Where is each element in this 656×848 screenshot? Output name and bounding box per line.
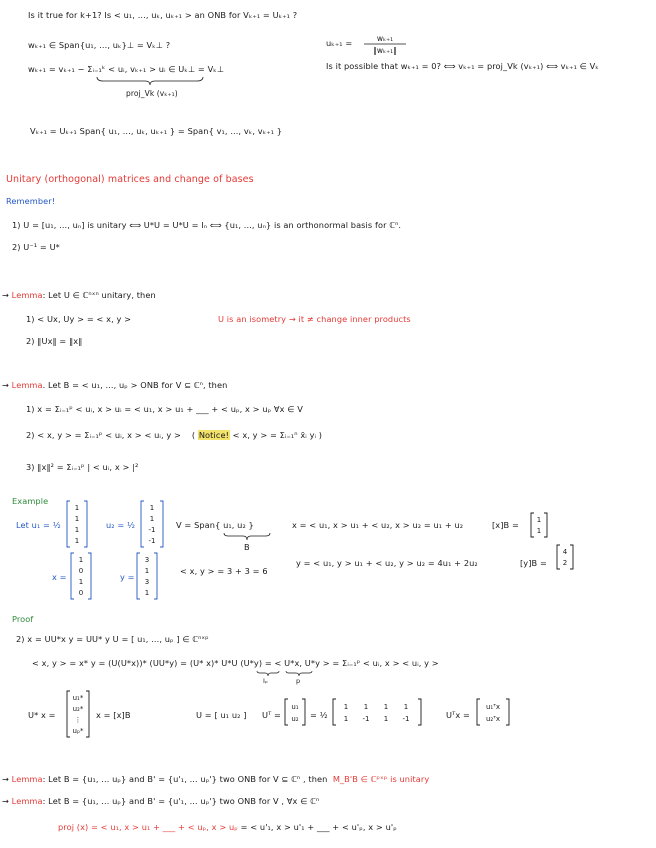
lemma-3: → Lemma: Let B = {u₁, ... uₚ} and B' = {u'₁, ... uₚ'} two ONB for V ⊆ ℂⁿ , then M_B'B ∈ ℂᵖˣᵖ is unitary [2, 774, 430, 784]
m-r2-c3: 1 [383, 715, 389, 723]
u2-entry-2: 1 [149, 515, 155, 523]
lemma-3-label: Lemma [11, 774, 43, 784]
u1-entry-4: 1 [74, 537, 80, 545]
proof-U-columns: U = [ u₁ u₂ ] [196, 710, 247, 720]
matrix-yB [556, 544, 574, 570]
u1-entry-1: 1 [74, 504, 80, 512]
label-proj: proj_Vk (vₖ₊₁) [126, 89, 178, 98]
line-u-def: uₖ₊₁ = [326, 38, 353, 48]
m-r1-c2: 1 [363, 703, 369, 711]
y-entry-3: 3 [144, 578, 150, 586]
proof-half: = ½ [310, 710, 328, 720]
matrix-xB [530, 512, 548, 538]
u2-entry-1: 1 [149, 504, 155, 512]
Ustar-row-3: ⋮ [74, 716, 82, 724]
proof-Ustar-x-label: U* x = [28, 710, 56, 720]
UT-row-2: u₂ [291, 715, 299, 723]
u2-entry-3: -1 [148, 526, 156, 534]
matrix-Ustar [66, 690, 90, 738]
lemma-1-text: : Let U ∈ ℂⁿˣⁿ unitary, then [42, 290, 156, 300]
lemma-1: → Lemma: Let U ∈ ℂⁿˣⁿ unitary, then [2, 290, 156, 300]
lemma-4-label: Lemma [11, 796, 43, 806]
matrix-UT [284, 698, 306, 726]
line-w-formula: wₖ₊₁ = vₖ₊₁ − Σᵢ₌₁ᵏ < uᵢ, vₖ₊₁ > uᵢ ∈ Uₖ⊥ = Vₖ⊥ [28, 64, 225, 74]
lemma-4-proj [58, 822, 397, 833]
m-r2-c1: 1 [343, 715, 349, 723]
lemma-1-item-2: 2) ‖Ux‖ = ‖x‖ [26, 336, 83, 346]
example-x-label: x = [52, 572, 67, 582]
label-Ip: Iₚ [263, 677, 268, 685]
x-entry-1: 1 [78, 556, 84, 564]
example-xB-label: [x]B = [492, 520, 519, 530]
xB-entry-1: 1 [536, 516, 542, 524]
u1-entry-2: 1 [74, 515, 80, 523]
lemma-3-text: : Let B = {u₁, ... uₚ} and B' = {u'₁, ... uₚ'} two ONB for V ⊆ ℂⁿ , then [42, 774, 328, 784]
x-entry-2: 0 [78, 567, 84, 575]
fraction-u-def [360, 32, 410, 56]
matrix-y [136, 552, 158, 600]
example-x-expansion: x = < u₁, x > u₁ + < u₂, x > u₂ = u₁ + u₂ [292, 520, 464, 530]
yB-entry-1: 4 [562, 548, 568, 556]
lemma-1-label: Lemma [11, 290, 43, 300]
lemma-2-text: . Let B = < u₁, ..., uₚ > ONB for V ⊆ ℂⁿ, then [42, 380, 228, 390]
yB-entry-2: 2 [562, 559, 568, 567]
m-r2-c4: -1 [402, 715, 410, 723]
x-entry-4: 0 [78, 589, 84, 597]
fraction-denominator: ‖wₖ₊₁‖ [373, 46, 397, 55]
proof-line-2: < x, y > = x* y = (U(U*x))* (UU*y) = (U* x)* U*U (U*y) = < U*x, U*y > = Σᵢ₌₁ᵖ < uᵢ, x > < uᵢ, y > [32, 658, 439, 668]
label-B: B [244, 542, 250, 552]
remember-item-1: 1) U = [u₁, ..., uₙ] is unitary ⟺ U*U = U*U = Iₙ ⟺ {u₁, ..., uₙ} is an orthonormal basis for ℂⁿ. [12, 220, 402, 230]
example-yB-label: [y]B = [520, 558, 547, 568]
y-entry-1: 3 [144, 556, 150, 564]
example-y-expansion: y = < u₁, y > u₁ + < u₂, y > u₂ = 4u₁ + 2u₂ [296, 558, 478, 568]
matrix-UTx [476, 698, 510, 726]
UT-row-1: u₁ [291, 703, 299, 711]
lemma-3-tail: M_B'B ∈ ℂᵖˣᵖ is unitary [332, 774, 430, 784]
m-r1-c3: 1 [383, 703, 389, 711]
lemma-1-isometry-note: U is an isometry → it ≠ change inner products [218, 314, 411, 324]
label-p: p [296, 677, 301, 685]
lemma-4-proj-red: proj (x) = < u₁, x > u₁ + ___ + < uₚ, x > uₚ [58, 822, 238, 832]
matrix-u1 [66, 500, 88, 548]
u2-entry-4: -1 [148, 537, 156, 545]
lemma-2: → Lemma. Let B = < u₁, ..., uₚ > ONB for V ⊆ ℂⁿ, then [2, 380, 228, 390]
m-r1-c4: 1 [403, 703, 409, 711]
Ustar-row-2: u₂* [72, 705, 84, 713]
remember-label: Remember! [6, 196, 56, 206]
remember-item-2: 2) U⁻¹ = U* [12, 242, 60, 252]
notice-highlight: Notice! [198, 430, 229, 440]
lemma-2-item-2-text: 2) < x, y > = Σᵢ₌₁ᵖ < uᵢ, x > < uᵢ, y > [26, 430, 182, 440]
proof-x-equals-xB: x = [x]B [96, 710, 131, 720]
lemma-1-item-1: 1) < Ux, Uy > = < x, y > [26, 314, 132, 324]
y-entry-4: 1 [144, 589, 150, 597]
proof-label: Proof [12, 614, 34, 624]
lemma-2-item-2: 2) < x, y > = Σᵢ₌₁ᵖ < uᵢ, x > < uᵢ, y > ( Notice! < x, y > = Σᵢ₌₁ⁿ x̄ᵢ yᵢ ) [26, 430, 323, 440]
line-possible-zero: Is it possible that wₖ₊₁ = 0? ⟺ vₖ₊₁ = proj_Vk (vₖ₊₁) ⟺ vₖ₊₁ ∈ Vₖ [326, 61, 599, 71]
matrix-x [70, 552, 92, 600]
lemma-2-item-1: 1) x = Σᵢ₌₁ᵖ < uᵢ, x > uᵢ = < u₁, x > u₁ + ___ + < uₚ, x > uₚ ∀x ∈ V [26, 404, 303, 414]
line-induction-question: Is it true for k+1? Is < u₁, ..., uₖ, uₖ₊₁ > an ONB for Vₖ₊₁ = Uₖ₊₁ ? [28, 10, 298, 20]
y-entry-2: 1 [144, 567, 150, 575]
proof-line-1: 2) x = UU*x y = UU* y U = [ u₁, ..., uₚ ] ∈ ℂⁿˣᵖ [16, 634, 209, 644]
example-let-u1: Let u₁ = ½ [16, 520, 61, 530]
UTx-row-1: u₁ᵀx [485, 703, 501, 711]
UTx-row-2: u₂ᵀx [485, 715, 501, 723]
Ustar-row-4: uₚ* [72, 727, 84, 735]
matrix-u2 [140, 500, 164, 548]
lemma-2-item-2-tail: < x, y > = Σᵢ₌₁ⁿ x̄ᵢ yᵢ ) [229, 430, 323, 440]
example-inner-product: < x, y > = 3 + 3 = 6 [180, 566, 268, 576]
m-r1-c1: 1 [343, 703, 349, 711]
line-span-equality: Vₖ₊₁ = Uₖ₊₁ Span{ u₁, ..., uₖ, uₖ₊₁ } = Span{ v₁, ..., vₖ, vₖ₊₁ } [30, 126, 283, 136]
line-w-in-span: wₖ₊₁ ∈ Span{u₁, ..., uₖ}⊥ = Vₖ⊥ ? [28, 40, 171, 50]
lemma-4: → Lemma: Let B = {u₁, ... uₚ} and B' = {u'₁, ... uₚ'} two ONB for V , ∀x ∈ ℂⁿ [2, 796, 320, 806]
xB-entry-2: 1 [536, 527, 542, 535]
fraction-numerator: wₖ₊₁ [376, 34, 394, 43]
x-entry-3: 1 [78, 578, 84, 586]
underbrace-proj [95, 76, 205, 86]
Ustar-row-1: u₁* [72, 694, 84, 702]
example-V-span: V = Span{ u₁, u₂ } [176, 520, 254, 530]
lemma-4-text: : Let B = {u₁, ... uₚ} and B' = {u'₁, ... uₚ'} two ONB for V , ∀x ∈ ℂⁿ [42, 796, 320, 806]
example-y-label: y = [120, 572, 135, 582]
example-label: Example [12, 496, 49, 506]
lemma-4-proj-black: = < u'₁, x > u'₁ + ___ + < u'ₚ, x > u'ₚ [237, 822, 397, 832]
m-r2-c2: -1 [362, 715, 370, 723]
example-u2-label: u₂ = ½ [106, 520, 136, 530]
proof-UTx-label: Uᵀx = [446, 710, 470, 720]
proof-UT-label: Uᵀ = [262, 710, 282, 720]
lemma-2-label: Lemma [11, 380, 43, 390]
u1-entry-3: 1 [74, 526, 80, 534]
section-title: Unitary (orthogonal) matrices and change of bases [6, 174, 254, 185]
underbrace-B [222, 532, 272, 542]
lemma-2-item-3: 3) ‖x‖² = Σᵢ₌₁ᵖ | < uᵢ, x > |² [26, 462, 139, 472]
matrix-numeric [332, 698, 422, 726]
